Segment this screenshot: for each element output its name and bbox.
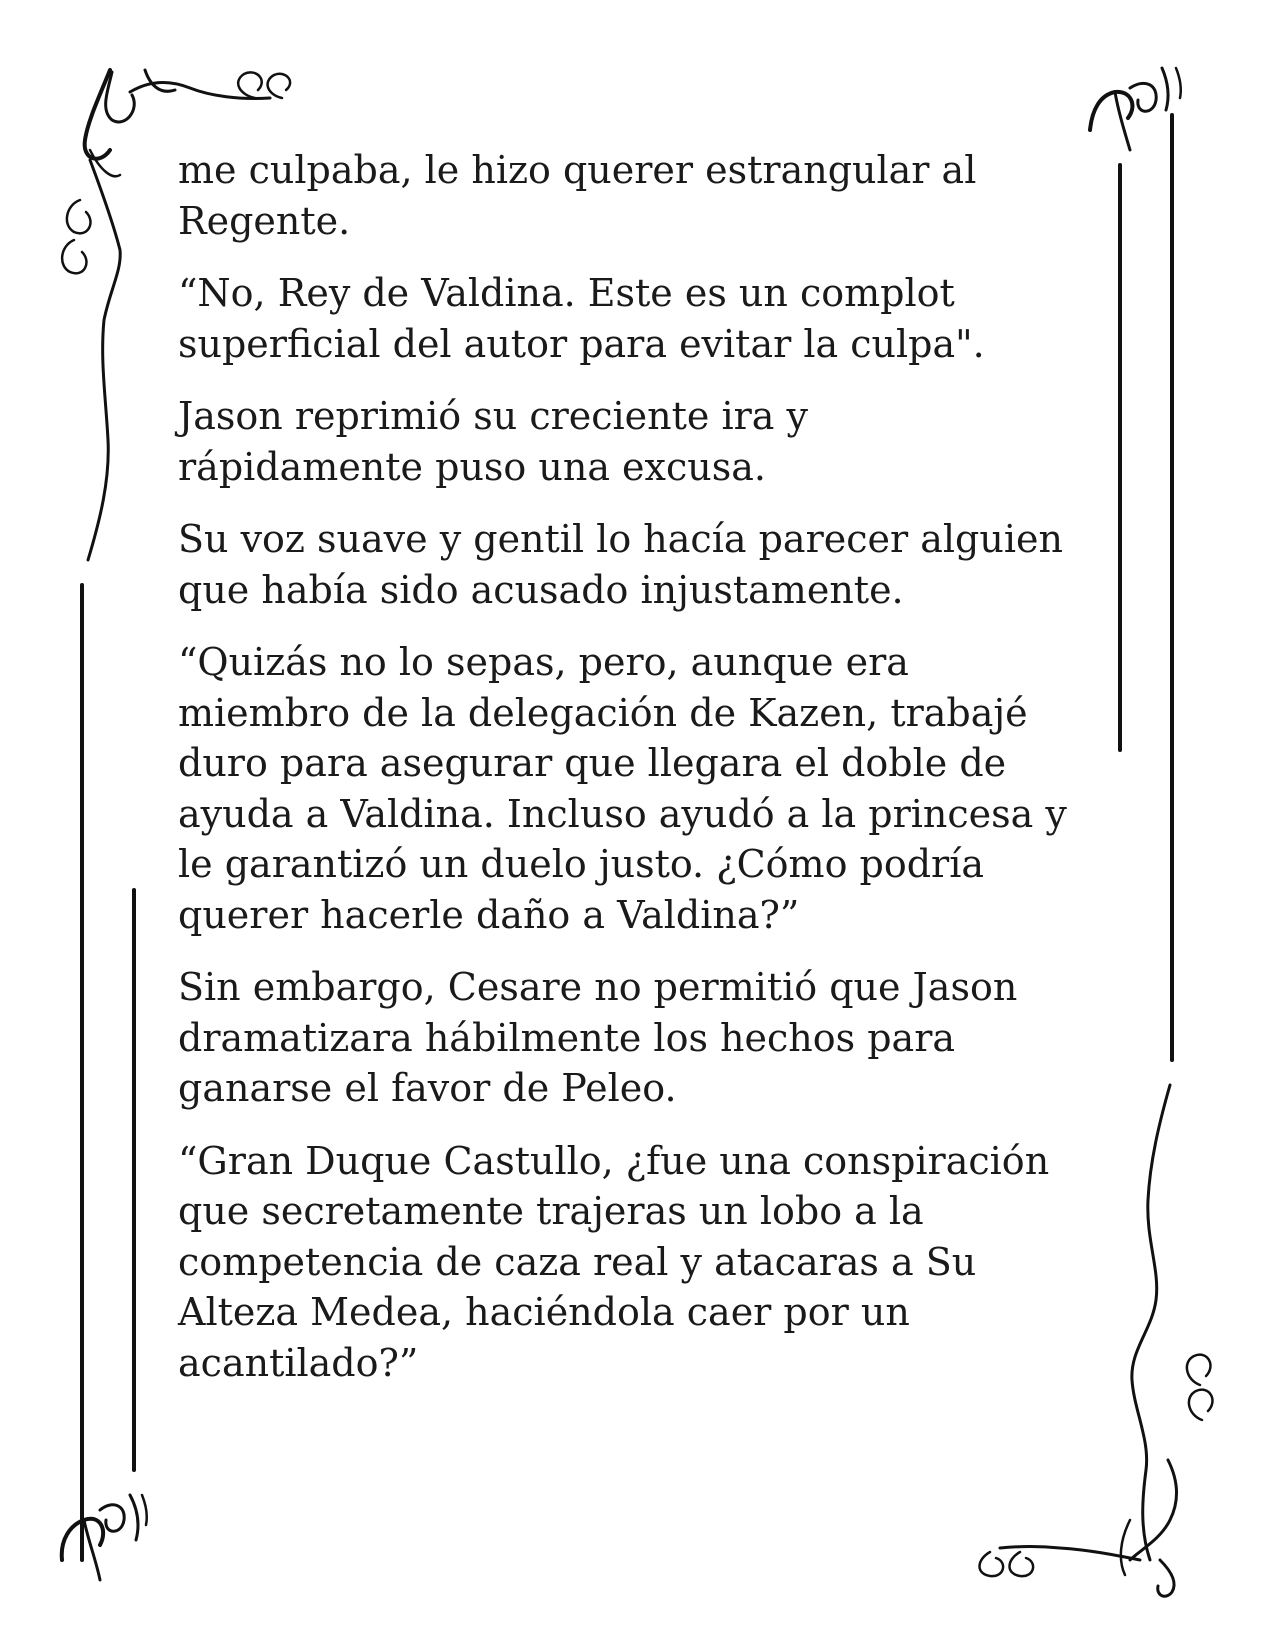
paragraph-7: “Gran Duque Castullo, ¿fue una conspiración que secretamente trajeras un lobo a la competencia de caza real y atacaras a Su Alteza Medea, haciéndola caer por un acantilado?” [178,1138,1050,1385]
paragraph-6: Sin embargo, Cesare no permitió que Jason dramatizara hábilmente los hechos para ganarse el favor de Peleo. [178,965,1018,1110]
paragraph-1: me culpaba, le hizo querer estrangular al Regente. [178,148,977,243]
top-right-flourish-icon [1090,68,1181,150]
body-text [178,145,1098,1410]
bottom-left-flourish-icon [62,1495,147,1580]
paragraph-4: Su voz suave y gentil lo hacía parecer alguien que había sido acusado injustamente. [178,517,1063,612]
paragraph-3: Jason reprimió su creciente ira y rápidamente puso una excusa. [178,394,809,489]
paragraph-5: “Quizás no lo sepas, pero, aunque era miembro de la delegación de Kazen, trabajé duro para asegurar que llegara el doble de ayuda a Valdina. Incluso ayudó a la princesa y le garantizó un duelo justo. ¿Cómo podría querer hacerle daño a Valdina?” [178,640,1067,937]
paragraph-2: “No, Rey de Valdina. Este es un complot superficial del autor para evitar la culpa". [178,271,985,366]
